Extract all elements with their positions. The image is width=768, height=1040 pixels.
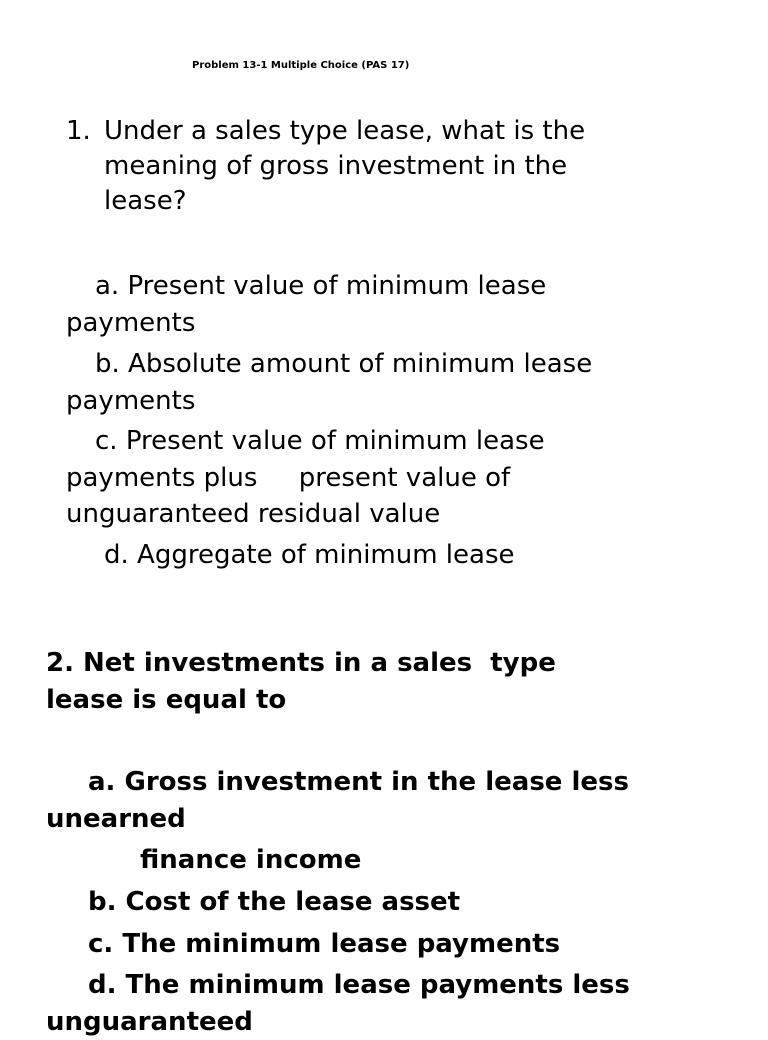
option-d-line-1: d. Aggregate of minimum lease: [66, 537, 515, 574]
q2-option-a-line-3: finance income: [46, 842, 361, 879]
question-2-option-d: [46, 967, 630, 1040]
q2-option-a-line-2: unearned: [46, 801, 629, 838]
q2-option-c-line-1: c. The minimum lease payments: [46, 926, 560, 963]
option-c-line-1: c. Present value of minimum lease: [66, 423, 545, 460]
option-a-line-2: payments: [66, 305, 546, 342]
question-1-text: [104, 114, 686, 219]
option-c-line-3: unguaranteed residual value: [66, 496, 545, 533]
question-2-option-a: [46, 764, 629, 837]
question-1-option-d: [66, 537, 515, 574]
question-1-number: 1.: [66, 114, 104, 219]
question-2-option-c: [46, 926, 560, 963]
question-1-option-a: [66, 268, 546, 341]
question-2-line-1: 2. Net investments in a sales type: [46, 645, 556, 682]
option-c-line-2: payments plus present value of: [66, 460, 545, 497]
question-2-option-b: [46, 884, 460, 921]
question-1-line-3: lease?: [104, 184, 686, 219]
q2-option-d-line-1: d. The minimum lease payments less: [46, 967, 630, 1004]
question-1-line-1: Under a sales type lease, what is the: [104, 114, 686, 149]
question-1-stem: [66, 114, 686, 219]
question-1-option-c: [66, 423, 545, 533]
question-1-option-b: [66, 346, 592, 419]
question-2-stem: [46, 645, 556, 718]
option-a-line-1: a. Present value of minimum lease: [66, 268, 546, 305]
option-b-line-2: payments: [66, 383, 592, 420]
q2-option-d-line-2: unguaranteed: [46, 1004, 630, 1040]
q2-option-a-line-1: a. Gross investment in the lease less: [46, 764, 629, 801]
question-1-line-2: meaning of gross investment in the: [104, 149, 686, 184]
option-b-line-1: b. Absolute amount of minimum lease: [66, 346, 592, 383]
question-2-line-2: lease is equal to: [46, 682, 556, 719]
document-title: Problem 13-1 Multiple Choice (PAS 17): [192, 60, 409, 71]
question-2-option-a-continued: [46, 842, 361, 879]
q2-option-b-line-1: b. Cost of the lease asset: [46, 884, 460, 921]
